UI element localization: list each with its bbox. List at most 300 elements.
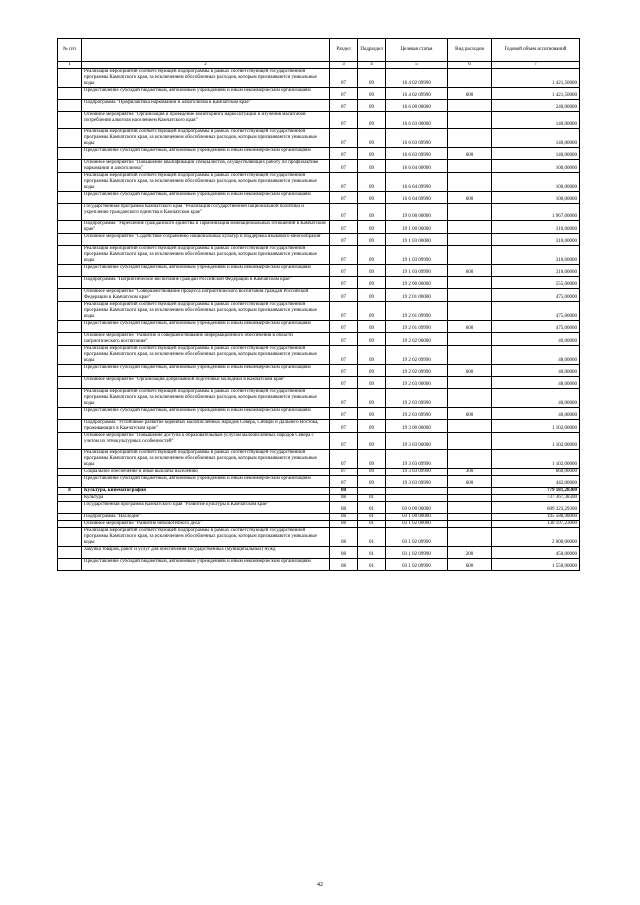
row-sum: 240,00000 [492, 100, 580, 112]
row-statya: 03 1 02 00000 [386, 521, 448, 528]
row-sum: 1 967,00000 [492, 204, 580, 221]
row-statya: 19 3 03 09990 [386, 476, 448, 488]
row-name: Основное мероприятие "Развитие библиотечного дела" [82, 521, 330, 528]
table-row [58, 495, 580, 502]
row-name: Подпрограмма "Патриотическое воспитание граждан Российской Федерации в Камчатском крае" [82, 277, 330, 289]
row-name: Подпрограмма "Устойчивое развитие коренных малочисленных народов Севера, Сибири и Дальнего Востока, проживающих в Камчатском крае" [82, 420, 330, 433]
row-num [58, 547, 82, 559]
row-vid [448, 204, 492, 221]
page-number: 42 [317, 882, 323, 888]
header-vid: Вид расходов [448, 39, 492, 62]
row-podrazdel: 09 [358, 476, 386, 488]
table-row [58, 408, 580, 420]
row-num [58, 148, 82, 160]
row-vid [448, 129, 492, 148]
row-num [58, 289, 82, 302]
row-name: Реализация мероприятий соответствующей подпрограммы в рамках соответствующей государственной программы Камчатского края, за исключением обособленных расходов, которым присваиваются уникальные коды [82, 302, 330, 321]
table-row [58, 528, 580, 547]
row-num [58, 433, 82, 450]
table-row [58, 346, 580, 365]
row-statya: 19 2 03 00000 [386, 377, 448, 389]
table-row [58, 192, 580, 204]
row-vid [448, 528, 492, 547]
row-num [58, 88, 82, 100]
column-number: 1 [58, 62, 82, 69]
row-statya: 19 3 00 00000 [386, 420, 448, 433]
row-vid [448, 488, 492, 495]
row-name: Реализация мероприятий соответствующей подпрограммы в рамках соответствующей государственной программы Камчатского края, за исключением обособленных расходов, которым присваиваются уникальные коды [82, 173, 330, 192]
row-name: Подпрограмма "Укрепление гражданского единства и гармонизация межнациональных отношений в Камчатском крае" [82, 221, 330, 234]
row-name: Подпрограмма "Профилактика наркомании и алкоголизма в Камчатском крае" [82, 100, 330, 112]
row-razdel: 07 [330, 204, 358, 221]
row-statya: 03 1 02 09990 [386, 559, 448, 571]
row-vid [448, 389, 492, 408]
row-razdel: 07 [330, 321, 358, 333]
row-statya: 16 6 04 09990 [386, 173, 448, 192]
row-sum: 660,00000 [492, 469, 580, 476]
table-row [58, 377, 580, 389]
row-num [58, 265, 82, 277]
table-row [58, 246, 580, 265]
row-vid [448, 100, 492, 112]
row-vid [448, 346, 492, 365]
row-name: Основное мероприятие "Повышение доступа к образовательным услугам малочисленных народов Севера с учетом их этнокультурных особенностей" [82, 433, 330, 450]
row-razdel: 07 [330, 100, 358, 112]
row-vid [448, 246, 492, 265]
row-vid: 600 [448, 408, 492, 420]
budget-table-page [57, 38, 579, 571]
row-sum: 1 550,00000 [492, 559, 580, 571]
row-num [58, 521, 82, 528]
header-podrazdel: Подраздел [358, 39, 386, 62]
row-statya: 19 0 00 00000 [386, 204, 448, 221]
row-razdel: 07 [330, 246, 358, 265]
row-podrazdel: 09 [358, 333, 386, 346]
row-num [58, 389, 82, 408]
row-vid: 600 [448, 88, 492, 100]
row-vid [448, 521, 492, 528]
row-name: Предоставление субсидий бюджетным, автономным учреждениям и иным некоммерческим организациям [82, 88, 330, 100]
row-vid: 600 [448, 192, 492, 204]
row-podrazdel: 01 [358, 521, 386, 528]
row-sum: 140,00000 [492, 148, 580, 160]
row-vid [448, 433, 492, 450]
row-podrazdel [358, 488, 386, 495]
row-name: Предоставление субсидий бюджетным, автономным учреждениям и иным некоммерческим организациям [82, 559, 330, 571]
row-podrazdel: 09 [358, 173, 386, 192]
row-vid [448, 173, 492, 192]
row-sum: 40,00000 [492, 408, 580, 420]
row-sum: 100,00000 [492, 160, 580, 173]
row-sum: 475,00000 [492, 302, 580, 321]
row-sum: 40,00000 [492, 346, 580, 365]
row-sum: 310,00000 [492, 265, 580, 277]
row-podrazdel: 09 [358, 148, 386, 160]
header-num: № п/п [58, 39, 82, 62]
row-razdel: 08 [330, 547, 358, 559]
row-podrazdel: 09 [358, 221, 386, 234]
row-name: Основное мероприятие "Совершенствование процесса патриотического воспитания граждан Российской Федерации в Камчатском крае" [82, 289, 330, 302]
column-number: 5 [386, 62, 448, 69]
row-name: Основное мероприятие "Содействие сохранению национальных культур и поддержка языкового многообразия" [82, 234, 330, 246]
row-vid [448, 502, 492, 514]
table-row [58, 389, 580, 408]
row-razdel: 08 [330, 559, 358, 571]
row-vid: 600 [448, 148, 492, 160]
row-podrazdel: 09 [358, 365, 386, 377]
table-row [58, 469, 580, 476]
row-razdel: 07 [330, 221, 358, 234]
table-row [58, 69, 580, 88]
row-podrazdel: 09 [358, 246, 386, 265]
row-sum: 779 181,28300 [492, 488, 580, 495]
table-row [58, 547, 580, 559]
row-sum: 40,00000 [492, 365, 580, 377]
row-podrazdel: 09 [358, 377, 386, 389]
table-row [58, 129, 580, 148]
row-sum: 40,00000 [492, 389, 580, 408]
row-name: Предоставление субсидий бюджетным, автономным учреждениям и иным некоммерческим организациям [82, 365, 330, 377]
table-row [58, 333, 580, 346]
row-podrazdel: 01 [358, 528, 386, 547]
row-name: Реализация мероприятий соответствующей подпрограммы в рамках соответствующей государственной программы Камчатского края, за исключением обособленных расходов, которым присваиваются уникальные коды [82, 450, 330, 469]
row-name: Предоставление субсидий бюджетным, автономным учреждениям и иным некоммерческим организациям [82, 408, 330, 420]
row-statya: 16 6 04 00000 [386, 160, 448, 173]
row-podrazdel: 09 [358, 192, 386, 204]
row-name: Предоставление субсидий бюджетным, автономным учреждениям и иным некоммерческим организациям [82, 321, 330, 333]
row-razdel: 07 [330, 408, 358, 420]
header-row [58, 39, 580, 62]
row-name: Предоставление субсидий бюджетным, автономным учреждениям и иным некоммерческим организациям [82, 265, 330, 277]
row-podrazdel: 09 [358, 302, 386, 321]
row-name: Государственная программа Камчатского края "Развитие культуры в Камчатском крае" [82, 502, 330, 514]
row-num [58, 112, 82, 129]
table-row [58, 302, 580, 321]
table-row [58, 559, 580, 571]
row-sum: 442,00000 [492, 476, 580, 488]
table-row [58, 433, 580, 450]
row-sum: 130 197,23000 [492, 521, 580, 528]
table-row [58, 265, 580, 277]
row-vid [448, 160, 492, 173]
row-num [58, 528, 82, 547]
column-number: 3 [330, 62, 358, 69]
row-sum: 310,00000 [492, 221, 580, 234]
row-podrazdel: 09 [358, 88, 386, 100]
row-num [58, 69, 82, 88]
table-row [58, 100, 580, 112]
row-razdel: 07 [330, 88, 358, 100]
table-row [58, 514, 580, 521]
table-row [58, 173, 580, 192]
row-statya: 19 3 03 09990 [386, 450, 448, 469]
row-razdel: 07 [330, 302, 358, 321]
row-razdel: 07 [330, 160, 358, 173]
row-podrazdel: 09 [358, 69, 386, 88]
row-sum: 195 588,98000 [492, 514, 580, 521]
row-vid: 600 [448, 365, 492, 377]
row-podrazdel: 01 [358, 547, 386, 559]
row-podrazdel: 09 [358, 408, 386, 420]
table-row [58, 450, 580, 469]
row-podrazdel: 09 [358, 265, 386, 277]
row-podrazdel: 09 [358, 389, 386, 408]
row-num: 8 [58, 488, 82, 495]
row-name: Предоставление субсидий бюджетным, автономным учреждениям и иным некоммерческим организациям [82, 148, 330, 160]
row-podrazdel: 09 [358, 321, 386, 333]
row-razdel: 07 [330, 265, 358, 277]
table-row [58, 502, 580, 514]
row-num [58, 495, 82, 502]
row-podrazdel: 09 [358, 112, 386, 129]
row-podrazdel: 09 [358, 234, 386, 246]
row-num [58, 476, 82, 488]
header-name [82, 39, 330, 62]
row-statya: 19 1 03 09990 [386, 265, 448, 277]
row-statya: 16 4 02 09990 [386, 88, 448, 100]
row-razdel: 07 [330, 277, 358, 289]
row-razdel: 08 [330, 488, 358, 495]
row-podrazdel: 01 [358, 559, 386, 571]
row-razdel: 07 [330, 112, 358, 129]
row-num [58, 173, 82, 192]
row-statya: 19 3 03 09990 [386, 469, 448, 476]
table-row [58, 112, 580, 129]
column-number-row [58, 62, 580, 69]
row-podrazdel: 09 [358, 346, 386, 365]
row-podrazdel: 09 [358, 204, 386, 221]
row-razdel: 07 [330, 469, 358, 476]
row-vid: 600 [448, 321, 492, 333]
row-num [58, 277, 82, 289]
row-statya: 19 2 02 09990 [386, 365, 448, 377]
row-name: Основное мероприятие "Организация и проведение мониторинга наркоситуации и изучения масштабов потребления алкоголя населением Камчатского края" [82, 112, 330, 129]
row-statya: 19 2 00 00000 [386, 277, 448, 289]
row-num [58, 192, 82, 204]
row-num [58, 502, 82, 514]
row-name: Основное мероприятие "Развитие и совершенствование информационного обеспечения в области патриотического воспитания" [82, 333, 330, 346]
row-num [58, 321, 82, 333]
row-razdel: 07 [330, 476, 358, 488]
row-sum: 609 323,29300 [492, 502, 580, 514]
row-podrazdel: 01 [358, 514, 386, 521]
row-name: Основное мероприятие "Повышение квалификации специалистов, осуществляющих работу по профилактике наркомании и алкоголизма" [82, 160, 330, 173]
row-razdel: 07 [330, 173, 358, 192]
row-sum: 555,00000 [492, 277, 580, 289]
row-num [58, 514, 82, 521]
row-razdel: 08 [330, 521, 358, 528]
row-vid [448, 302, 492, 321]
row-num [58, 346, 82, 365]
row-name: Реализация мероприятий соответствующей подпрограммы в рамках соответствующей государственной программы Камчатского края, за исключением обособленных расходов, которым присваиваются уникальные коды [82, 389, 330, 408]
row-vid [448, 450, 492, 469]
row-statya: 19 2 03 09990 [386, 408, 448, 420]
row-razdel: 07 [330, 365, 358, 377]
row-vid [448, 234, 492, 246]
row-sum: 737 367,38300 [492, 495, 580, 502]
row-statya: 19 1 03 00000 [386, 234, 448, 246]
row-vid [448, 495, 492, 502]
table-row [58, 88, 580, 100]
row-statya: 19 2 01 09990 [386, 321, 448, 333]
row-vid: 600 [448, 476, 492, 488]
row-vid [448, 514, 492, 521]
row-vid [448, 377, 492, 389]
row-sum: 40,00000 [492, 377, 580, 389]
row-sum: 475,00000 [492, 289, 580, 302]
column-number: 7 [492, 62, 580, 69]
row-num [58, 160, 82, 173]
table-row [58, 521, 580, 528]
row-name: Подпрограмма "Наследие" [82, 514, 330, 521]
row-statya: 16 6 03 09990 [386, 148, 448, 160]
table-row [58, 321, 580, 333]
row-razdel: 08 [330, 528, 358, 547]
row-name: Реализация мероприятий соответствующей подпрограммы в рамках соответствующей государственной программы Камчатского края, за исключением обособленных расходов, которым присваиваются уникальные коды [82, 346, 330, 365]
header-razdel: Раздел [330, 39, 358, 62]
row-sum: 100,00000 [492, 192, 580, 204]
budget-table [57, 38, 580, 571]
row-razdel: 07 [330, 129, 358, 148]
row-num [58, 129, 82, 148]
row-statya: 03 1 02 09990 [386, 528, 448, 547]
row-statya: 03 0 00 00000 [386, 502, 448, 514]
column-number: 2 [82, 62, 330, 69]
header-statya: Целевая статья [386, 39, 448, 62]
row-sum: 1 421,50000 [492, 69, 580, 88]
row-sum: 100,00000 [492, 173, 580, 192]
row-razdel: 07 [330, 192, 358, 204]
row-num [58, 333, 82, 346]
row-name: Государственная программа Камчатского края "Реализация государственной национальной политики и укрепление гражданского единства в Камчатском крае" [82, 204, 330, 221]
row-vid: 300 [448, 469, 492, 476]
row-statya: 16 4 02 09990 [386, 69, 448, 88]
row-name: Закупка товаров, работ и услуг для обеспечения государственных (муниципальных) нужд [82, 547, 330, 559]
row-podrazdel: 09 [358, 100, 386, 112]
row-sum: 310,00000 [492, 246, 580, 265]
row-name: Предоставление субсидий бюджетным, автономным учреждениям и иным некоммерческим организациям [82, 192, 330, 204]
row-sum: 450,00000 [492, 547, 580, 559]
row-podrazdel: 09 [358, 129, 386, 148]
row-statya: 16 6 03 00000 [386, 112, 448, 129]
row-statya: 19 3 03 00000 [386, 433, 448, 450]
row-name: Предоставление субсидий бюджетным, автономным учреждениям и иным некоммерческим организациям [82, 476, 330, 488]
row-podrazdel: 09 [358, 277, 386, 289]
row-sum: 310,00000 [492, 234, 580, 246]
table-body [58, 69, 580, 571]
row-vid [448, 112, 492, 129]
row-num [58, 204, 82, 221]
row-razdel: 07 [330, 234, 358, 246]
header-sum: Годовой объем ассигнований [492, 39, 580, 62]
row-podrazdel: 09 [358, 450, 386, 469]
row-vid [448, 69, 492, 88]
row-razdel: 08 [330, 514, 358, 521]
row-statya [386, 488, 448, 495]
row-name: Основное мероприятие "Организация допризывной подготовки молодежи в Камчатском крае" [82, 377, 330, 389]
row-razdel: 07 [330, 346, 358, 365]
row-sum: 1 102,00000 [492, 420, 580, 433]
row-razdel: 08 [330, 495, 358, 502]
row-sum: 1 421,50000 [492, 88, 580, 100]
row-statya [386, 495, 448, 502]
row-name: Культура, кинематография [82, 488, 330, 495]
row-podrazdel: 09 [358, 469, 386, 476]
row-num [58, 469, 82, 476]
row-vid: 600 [448, 559, 492, 571]
table-row [58, 476, 580, 488]
row-statya: 19 2 01 09990 [386, 302, 448, 321]
table-row [58, 160, 580, 173]
row-statya: 19 2 02 09990 [386, 346, 448, 365]
row-razdel: 08 [330, 502, 358, 514]
row-razdel: 07 [330, 289, 358, 302]
row-vid [448, 420, 492, 433]
row-vid: 600 [448, 265, 492, 277]
row-podrazdel: 09 [358, 433, 386, 450]
row-num [58, 234, 82, 246]
row-sum: 2 000,00000 [492, 528, 580, 547]
row-sum: 140,00000 [492, 112, 580, 129]
row-podrazdel: 01 [358, 502, 386, 514]
row-statya: 19 2 02 00000 [386, 333, 448, 346]
row-razdel: 07 [330, 389, 358, 408]
row-statya: 03 1 00 00000 [386, 514, 448, 521]
row-podrazdel: 01 [358, 495, 386, 502]
table-row [58, 277, 580, 289]
row-razdel: 07 [330, 69, 358, 88]
row-sum: 40,00000 [492, 333, 580, 346]
row-sum: 140,00000 [492, 129, 580, 148]
row-statya: 19 2 03 09990 [386, 389, 448, 408]
row-razdel: 07 [330, 148, 358, 160]
row-statya: 16 6 03 09990 [386, 129, 448, 148]
table-row [58, 148, 580, 160]
row-name: Социальное обеспечение и иные выплаты населению [82, 469, 330, 476]
table-row [58, 221, 580, 234]
row-vid [448, 221, 492, 234]
row-vid [448, 277, 492, 289]
row-razdel: 07 [330, 433, 358, 450]
row-sum: 1 102,00000 [492, 450, 580, 469]
row-statya: 19 1 03 09990 [386, 246, 448, 265]
row-num [58, 420, 82, 433]
row-podrazdel: 09 [358, 420, 386, 433]
table-row [58, 289, 580, 302]
table-row [58, 365, 580, 377]
row-statya: 19 1 00 00000 [386, 221, 448, 234]
row-num [58, 408, 82, 420]
row-num [58, 450, 82, 469]
row-razdel: 07 [330, 450, 358, 469]
row-name: Культура [82, 495, 330, 502]
row-num [58, 377, 82, 389]
row-name: Реализация мероприятий соответствующей подпрограммы в рамках соответствующей государственной программы Камчатского края, за исключением обособленных расходов, которым присваиваются уникальные коды [82, 129, 330, 148]
row-sum: 1 102,00000 [492, 433, 580, 450]
row-num [58, 100, 82, 112]
row-statya: 16 6 04 09990 [386, 192, 448, 204]
row-statya: 03 1 02 09990 [386, 547, 448, 559]
row-statya: 16 6 00 00000 [386, 100, 448, 112]
row-name: Реализация мероприятий соответствующей подпрограммы в рамках соответствующей государственной программы Камчатского края, за исключением обособленных расходов, которым присваиваются уникальные коды [82, 528, 330, 547]
row-vid [448, 289, 492, 302]
row-num [58, 365, 82, 377]
row-sum: 475,00000 [492, 321, 580, 333]
row-num [58, 302, 82, 321]
row-num [58, 246, 82, 265]
row-razdel: 07 [330, 333, 358, 346]
table-row [58, 420, 580, 433]
